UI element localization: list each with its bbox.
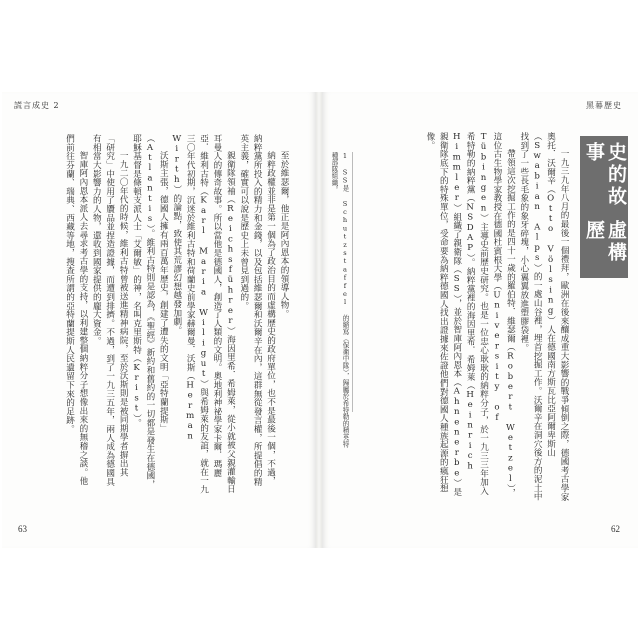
paragraph: 親衛隊領袖（Reichsführer）海因里希．希姆萊，從小就被父親灌輸日耳曼人的傳奇故事。所以當他是德國人，創造了人類的文明。奧地利神祕學家卡爾．瑪麗亞．維利古特（Karl Maria Wiligut）與希姆萊的友誼，就在一九三〇年代初期，沉迷於維利古特和荷蘭史前學家赫爾曼．沃斯（Herman Wirth）的論點，致使其荒謬幻想越發加劇。 <box>171 134 236 494</box>
left-body-text <box>28 134 290 494</box>
chapter-title-line-2: 史的故事 <box>583 142 627 208</box>
paragraph: 帶領這次挖掘工作的是四十一歲的羅伯特．維瑟爾（Robert Wetzel），這位古生物學家教授在德國杜賓根大學（University of Tübingen）主導史前歷史研究。也是一位忠心耿耿的納粹分子，於一九三三年加入希特勒的納粹黨（NSDAP）。納粹黨裡的海因里希．希姆萊（Heinrich Himmler）組織了親衛隊（SS），並於智庫阿內恩本（Ahnenerbe）是親衛隊底下的特殊單位，受命要為納粹德國人找出證據來佐證他們對德國人種族起源的瘋狂想像。 <box>424 132 516 498</box>
paragraph: 智庫阿內恩本派人去尋求考古學的支持，以利建整個納粹分子想像出來的無稽之談。他們前往芬蘭、瑞典、西藏等地，搜查所謂的亞特蘭提斯人民遺留下來的足跡。 <box>64 134 88 486</box>
paragraph: 至於維瑟爾，他正是阿內恩本的領導人物。 <box>279 151 289 319</box>
right-body-text <box>358 132 570 502</box>
page-number-left: 63 <box>18 524 27 534</box>
paragraph: 納粹政權並非是第一個為了政治目的而虛構歷史的政府單位，也不是最後一個，不過，納粹黨所投入的精力和金錢，以及包括維瑟爾和沃爾辛在內，這群無從發言權，所提倡的精英主義，確實可以說是歷史上未曾見到過的。 <box>238 134 276 486</box>
paragraph: 一九三九年八月的最後一個禮拜，歐洲在後來釀成重大影響的戰爭傾倒之際，德國考古學家奧托．沃爾辛（Otto Völsing）人在德國南方斯瓦比亞阿爾卑斯山（Swabian Alps）的一處山谷裡，埋首挖掘工作。沃爾辛在洞穴後方的泥土中找到了一些長毛象的象牙碎塊，小心翼翼放進塑膠袋裡。 <box>518 132 569 502</box>
running-head-left: 謊言成史 2 <box>14 101 60 110</box>
running-head-right: 黑幕歷史 <box>586 101 622 110</box>
chapter-title-block <box>580 136 628 278</box>
footnote: 1 SS是 Schutzstaffel 的縮寫（保衛中隊），歸屬於希特勒的精英特種部隊組織。 <box>330 152 349 448</box>
paragraph: 沃斯主張，德國人擁有兩百萬年歷史，創建了遭失的文明「亞特蘭提斯」（Atlantis）。維利古特則是認為，《聖經》新約和舊約的一切都是發生在德國，耶穌基督是條頓支派人士「艾爾敏」的神，名叫克里斯特（Krist）。 <box>131 134 169 489</box>
chapter-title-line-1: 虛構歷 <box>583 219 627 264</box>
right-page <box>322 92 638 548</box>
chapter-title <box>581 142 627 278</box>
footnote-rule <box>352 152 353 412</box>
paragraph: 一九二〇年代的時候，維利古特曾被送進精神病院，至於沃斯則是被同期學者摒出其「研究」中使用了贗品並捏造證據，而遭到排擠。不過，到了一九三五年，兩人成為德國具有相當大影響力的人物，還收到國家提供的龐大資金。 <box>91 134 129 486</box>
left-page <box>2 92 316 548</box>
page-number-right: 62 <box>611 524 620 534</box>
